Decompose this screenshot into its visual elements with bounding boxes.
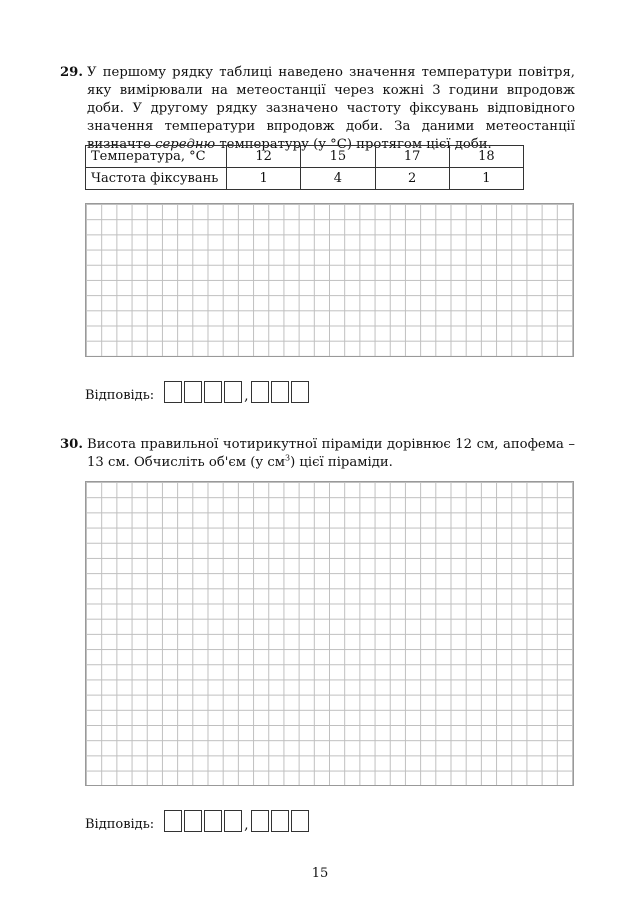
answer-digit-box[interactable]	[164, 810, 182, 832]
table-cell: 17	[375, 146, 449, 168]
answer-digit-box[interactable]	[251, 810, 269, 832]
scratch-grid-29[interactable]	[85, 203, 574, 357]
task-text-part: У першому рядку таблиці наведено значення температури повітря, яку вимірювали на метеостанції через кожні 3 години впродовж доби. У другому рядку зазначено частоту фіксувань відповідного значення температури впродовж доби. За даними метеостанції визначте	[87, 65, 575, 152]
answer-digit-box[interactable]	[184, 810, 202, 832]
answer-digit-box[interactable]	[271, 381, 289, 403]
table-cell: 1	[227, 168, 301, 190]
answer-digit-box[interactable]	[204, 810, 222, 832]
task-text	[87, 436, 575, 472]
task-text-part: Висота правильної чотирикутної піраміди дорівнює 12 см, апофема – 13 см. Обчисліть об'єм (у см	[87, 437, 575, 470]
task-text-part: температуру (у °С) протягом цієї доби.	[215, 137, 492, 152]
task-30	[60, 436, 575, 472]
answer-digit-box[interactable]	[224, 810, 242, 832]
task-number: 30.	[60, 437, 83, 452]
answer-row-30	[85, 810, 311, 832]
decimal-comma: ,	[244, 817, 249, 833]
answer-label: Відповідь:	[85, 388, 155, 403]
table-cell: 4	[301, 168, 375, 190]
answer-row-29	[85, 381, 311, 403]
answer-label: Відповідь:	[85, 817, 155, 832]
table-cell: 1	[449, 168, 523, 190]
answer-digit-box[interactable]	[291, 381, 309, 403]
table-row	[86, 146, 524, 168]
answer-digit-box[interactable]	[184, 381, 202, 403]
answer-digit-box[interactable]	[204, 381, 222, 403]
answer-digit-box[interactable]	[251, 381, 269, 403]
task-29	[60, 64, 575, 154]
table-row	[86, 168, 524, 190]
answer-digit-box[interactable]	[164, 381, 182, 403]
answer-digit-box[interactable]	[291, 810, 309, 832]
scratch-grid-30[interactable]	[85, 481, 574, 786]
task-text-emphasis: середню	[155, 137, 216, 152]
answer-digit-box[interactable]	[271, 810, 289, 832]
superscript: 3	[285, 453, 291, 463]
task-text	[87, 64, 575, 154]
answer-digit-box[interactable]	[224, 381, 242, 403]
temperature-table	[85, 145, 524, 190]
table-cell: 18	[449, 146, 523, 168]
page-number: 15	[311, 866, 329, 881]
decimal-comma: ,	[244, 388, 249, 404]
table-cell: Частота фіксувань	[86, 168, 227, 190]
table-cell: 2	[375, 168, 449, 190]
table-cell: Температура, °С	[86, 146, 227, 168]
table-cell: 15	[301, 146, 375, 168]
table-cell: 12	[227, 146, 301, 168]
task-text-part: ) цієї піраміди.	[290, 455, 393, 470]
task-number: 29.	[60, 65, 83, 80]
